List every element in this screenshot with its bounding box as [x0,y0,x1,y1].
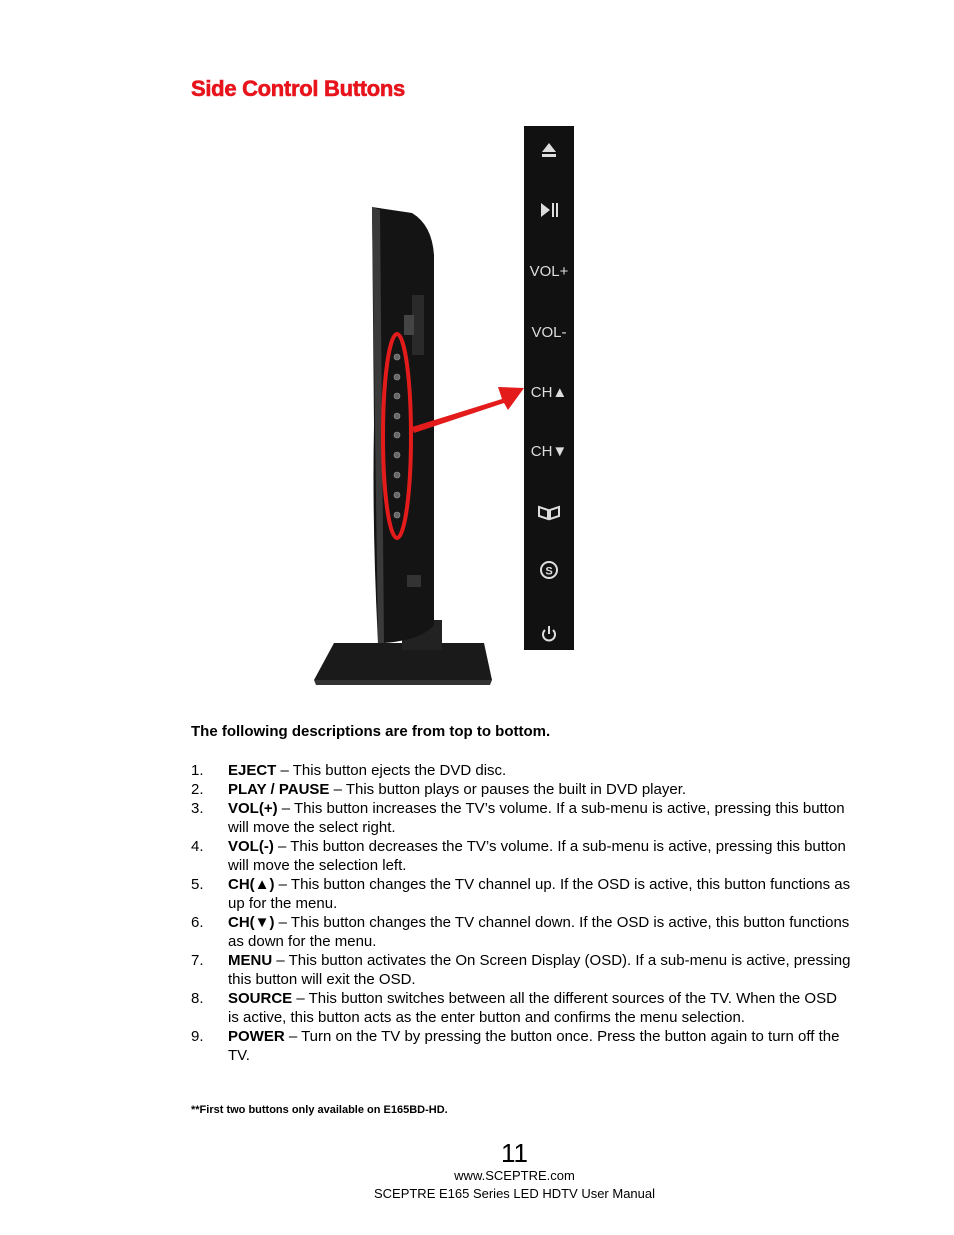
list-item-number: 5. [191,876,204,893]
list-item-number: 1. [191,762,204,779]
vol-plus-label: VOL+ [529,263,569,280]
menu-book-icon [524,502,574,528]
svg-text:S: S [545,565,553,578]
list-item-body [228,875,851,913]
button-description: – This button switches between all the different sources of the TV. When the OSD is active, this button acts as the enter button and confirms the menu selection. [228,990,837,1026]
list-item-body [228,1027,851,1065]
ch-up-label: CH▲ [530,384,568,401]
list-item-body [228,989,851,1027]
power-icon [524,624,574,650]
eject-icon [524,140,574,166]
list-item-body [228,761,851,780]
button-name: CH(▲) [228,876,275,893]
list-item [191,799,851,837]
list-item-number: 2. [191,781,204,798]
list-item [191,875,851,913]
vol-minus-label: VOL- [531,324,567,341]
list-item-body [228,951,851,989]
button-description: – This button changes the TV channel down. If the OSD is active, this button functions as down for the menu. [228,914,850,950]
list-item-body [228,837,851,875]
list-item-number: 6. [191,914,204,931]
button-name: VOL(-) [228,838,274,855]
play-pause-icon [524,200,574,226]
button-description: – This button increases the TV’s volume. If a sub-menu is active, pressing this button will move the select right. [228,800,845,836]
button-name: EJECT [228,762,277,779]
page-number: 11 [501,1138,528,1168]
list-item-number: 8. [191,990,204,1007]
page-title: Side Control Buttons [191,76,405,101]
button-name: POWER [228,1028,285,1045]
list-item-number: 4. [191,838,204,855]
ch-down-label: CH▼ [530,443,568,460]
button-description: – This button plays or pauses the built in DVD player. [329,781,687,798]
list-item-number: 9. [191,1028,204,1045]
button-name: VOL(+) [228,800,278,817]
list-item [191,951,851,989]
list-item-body [228,913,851,951]
button-description: – Turn on the TV by pressing the button once. Press the button again to turn off the TV. [228,1028,840,1064]
footer-manual-title: SCEPTRE E165 Series LED HDTV User Manual [373,1186,656,1201]
list-item [191,761,851,780]
button-name: MENU [228,952,273,969]
intro-text: The following descriptions are from top to bottom. [191,723,551,740]
list-item-number: 3. [191,800,204,817]
button-description: – This button activates the On Screen Display (OSD). If a sub-menu is active, pressing this button will exit the OSD. [228,952,851,988]
button-description: – This button ejects the DVD disc. [276,762,507,779]
list-item [191,837,851,875]
availability-note: **First two buttons only available on E165BD-HD. [191,1104,448,1116]
source-icon [524,560,574,586]
button-name: CH(▼) [228,914,275,931]
list-item [191,989,851,1027]
button-name: SOURCE [228,990,293,1007]
list-item [191,1027,851,1065]
list-item-body [228,799,851,837]
button-description: – This button changes the TV channel up. If the OSD is active, this button functions as up for the menu. [228,876,851,912]
list-item [191,780,851,799]
list-item-number: 7. [191,952,204,969]
list-item [191,913,851,951]
side-button-strip [524,126,574,650]
button-description-list [191,761,851,1065]
footer-url: www.SCEPTRE.com [454,1168,575,1183]
button-description: – This button decreases the TV’s volume. If a sub-menu is active, pressing this button will move the selection left. [228,838,846,874]
button-name: PLAY / PAUSE [228,781,330,798]
list-item-body [228,780,851,799]
